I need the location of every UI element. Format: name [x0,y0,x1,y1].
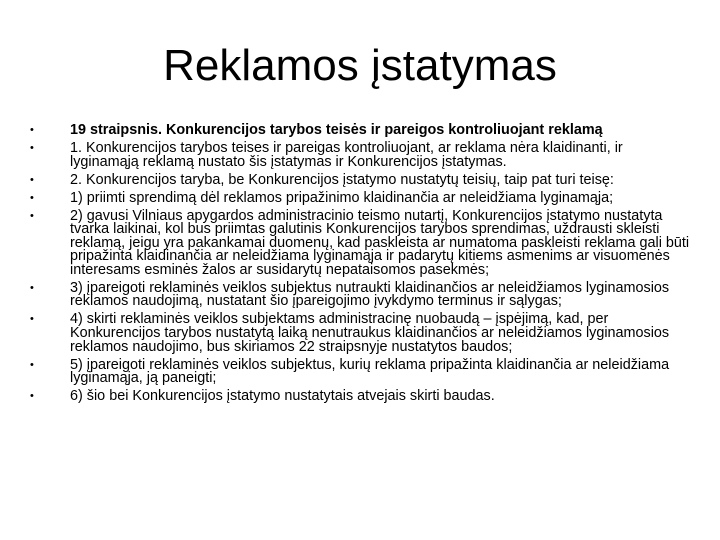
bullet-item [30,356,690,387]
bullet-text: 1) priimti sprendimą dėl reklamos pripažinimo klaidinančia ar neleidžiama lyginamąja; [70,189,614,206]
bullet-item [30,124,690,138]
slide-title: Reklamos įstatymas [163,41,557,90]
bullet-text: 19 straipsnis. Konkurencijos tarybos teisės ir pareigos kontroliuojant reklamą [70,122,603,138]
bullet-text: 5) įpareigoti reklaminės veiklos subjektus, kurių reklama pripažinta klaidinančia ar neleidžiama lyginamąja, ją paneigti; [70,356,670,387]
bullet-dot: • [30,281,34,294]
bullet-dot: • [30,313,34,326]
bullet-text: 2) gavusi Vilniaus apygardos administracinio teismo nutartį, Konkurencijos įstatymo nustatyta tvarka laikinai, kol bus priimtas galutinis Konkurencijos tarybos sprendimas, uždrausti skleisti reklamą, jeigu yra pakankamai duomenų, kad paskleista ar numatoma paskleisti reklama gali būti pripažinta klaidinančia ar neleidžiama lyginamąja ir padarytų kitiems asmenims ar visuomenės interesams esminės žalos ar susidarytų nepataisomos pasekmės; [70,207,690,278]
bullet-item [30,171,690,188]
bullet-dot: • [30,209,34,222]
bullet-text: 6) šio bei Konkurencijos įstatymo nustatytais atvejais skirti baudas. [70,388,495,405]
bullet-item [30,139,690,170]
bullet-dot: • [30,141,34,154]
bullet-text: 4) skirti reklaminės veiklos subjektams administracinę nuobaudą – įspėjimą, kad, per Konkurencijos tarybos nustatytą laiką nenutraukus klaidinančios ar neleidžiamos lyginamosios reklamos naudojimo, bus skiriamos 22 straipsnyje nustatytos baudos; [70,311,670,355]
bullet-text: 2. Konkurencijos taryba, be Konkurencijos įstatymo nustatytų teisių, taip pat turi teisę: [70,171,614,188]
bullet-text: 1. Konkurencijos tarybos teises ir pareigas kontroliuojant, ar reklama nėra klaidinanti, ir lyginamąją reklamą nustato šis įstatymas ir Konkurencijos įstatymas. [70,139,623,170]
bullet-item [30,313,690,354]
bullet-text: 3) įpareigoti reklaminės veiklos subjektus nutraukti klaidinančios ar neleidžiamos lyginamosios reklamos naudojimą, nustatant šio įpareigojimo įvykdymo terminus ir sąlygas; [70,279,670,310]
bullet-item [30,207,690,278]
bullet-item [30,279,690,310]
bullet-dot: • [30,173,34,186]
bullet-dot: • [30,358,34,371]
bullet-dot: • [30,191,34,204]
bullet-dot: • [30,390,34,403]
bullet-item [30,390,690,404]
bullet-dot: • [30,124,34,136]
bullet-item [30,189,690,206]
bullet-list [30,124,690,408]
